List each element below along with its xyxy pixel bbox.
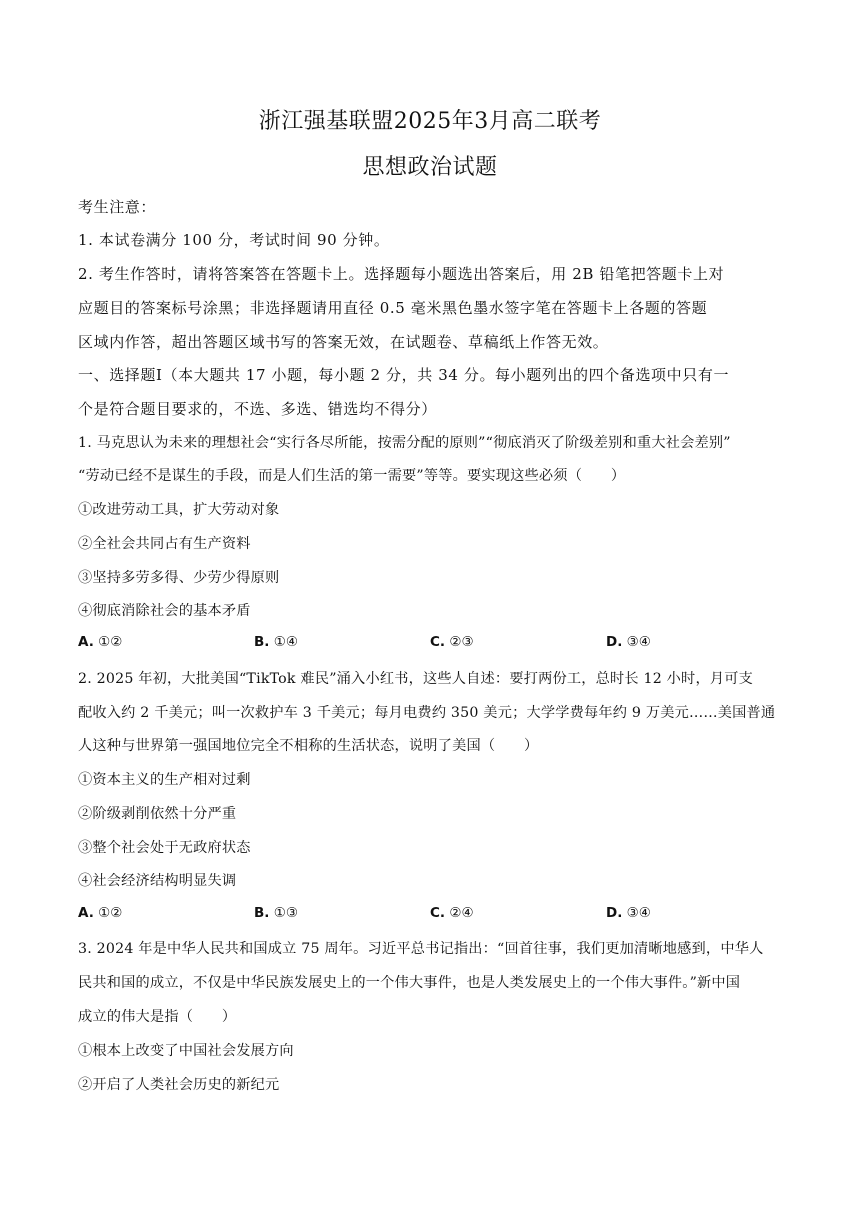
question-3-stem-line-1: 3. 2024 年是中华人民共和国成立 75 周年。习近平总书记指出：“回首往事，我们更加清晰地感到，中华人 xyxy=(78,941,764,957)
question-2-option-b[interactable]: B. ①③ xyxy=(254,905,298,921)
question-3-item: ①根本上改变了中国社会发展方向 xyxy=(78,1043,294,1059)
question-3-item: ②开启了人类社会历史的新纪元 xyxy=(78,1077,280,1093)
notice-item-2-line-1: 2. 考生作答时，请将答案答在答题卡上。选择题每小题选出答案后，用 2B 铅笔把答题卡上对 xyxy=(78,265,725,283)
question-2-option-a[interactable]: A. ①② xyxy=(78,905,123,921)
question-3-stem-line-3: 成立的伟大是指（ ） xyxy=(78,1009,237,1025)
exam-title: 浙江强基联盟2025年3月高二联考 xyxy=(258,109,602,134)
question-2-option-d[interactable]: D. ③④ xyxy=(606,905,651,921)
question-1-stem-line-2: “劳动已经不是谋生的手段，而是人们生活的第一需要”等等。要实现这些必须（ ） xyxy=(78,468,626,484)
exam-subtitle: 思想政治试题 xyxy=(362,155,498,180)
question-2-item: ④社会经济结构明显失调 xyxy=(78,873,237,889)
question-1-option-d[interactable]: D. ③④ xyxy=(606,634,651,650)
question-1-stem-line-1: 1. 马克思认为未来的理想社会“实行各尽所能，按需分配的原则”“彻底消灭了阶级差别和重大社会差别” xyxy=(78,435,731,451)
question-2-item: ②阶级剥削依然十分严重 xyxy=(78,806,237,822)
question-2-item: ③整个社会处于无政府状态 xyxy=(78,840,251,856)
question-1-item: ④彻底消除社会的基本矛盾 xyxy=(78,603,251,619)
notice-item-1: 1. 本试卷满分 100 分，考试时间 90 分钟。 xyxy=(78,231,390,249)
notice-item-2-line-2: 应题目的答案标号涂黑；非选择题请用直径 0.5 毫米黑色墨水签字笔在答题卡上各题的答题 xyxy=(78,299,708,317)
question-2-stem-line-2: 配收入约 2 千美元；叫一次救护车 3 千美元；每月电费约 350 美元；大学学费每年约 9 万美元……美国普通 xyxy=(78,705,776,721)
notice-heading: 考生注意： xyxy=(78,198,157,216)
question-3-stem-line-2: 民共和国的成立，不仅是中华民族发展史上的一个伟大事件，也是人类发展史上的一个伟大事件。”新中国 xyxy=(78,975,741,991)
question-1-option-b[interactable]: B. ①④ xyxy=(254,634,298,650)
notice-item-2-line-3: 区域内作答，超出答题区域书写的答案无效，在试题卷、草稿纸上作答无效。 xyxy=(78,333,609,351)
question-1-item: ②全社会共同占有生产资料 xyxy=(78,536,251,552)
question-1-option-a[interactable]: A. ①② xyxy=(78,634,123,650)
question-1-option-c[interactable]: C. ②③ xyxy=(430,634,474,650)
question-2-stem-line-1: 2. 2025 年初，大批美国“TikTok 难民”涌入小红书，这些人自述：要打两份工，总时长 12 小时，月可支 xyxy=(78,671,753,687)
question-2-item: ①资本主义的生产相对过剩 xyxy=(78,772,251,788)
question-1-item: ①改进劳动工具，扩大劳动对象 xyxy=(78,502,280,518)
question-1-item: ③坚持多劳多得、少劳少得原则 xyxy=(78,570,280,586)
question-2-option-c[interactable]: C. ②④ xyxy=(430,905,474,921)
section-instruction-line-1: 一、选择题Ⅰ（本大题共 17 小题，每小题 2 分，共 34 分。每小题列出的四个备选项中只有一 xyxy=(78,366,730,384)
section-instruction-line-2: 个是符合题目要求的，不选、多选、错选均不得分） xyxy=(78,400,437,418)
question-2-stem-line-3: 人这种与世界第一强国地位完全不相称的生活状态，说明了美国（ ） xyxy=(78,738,539,754)
